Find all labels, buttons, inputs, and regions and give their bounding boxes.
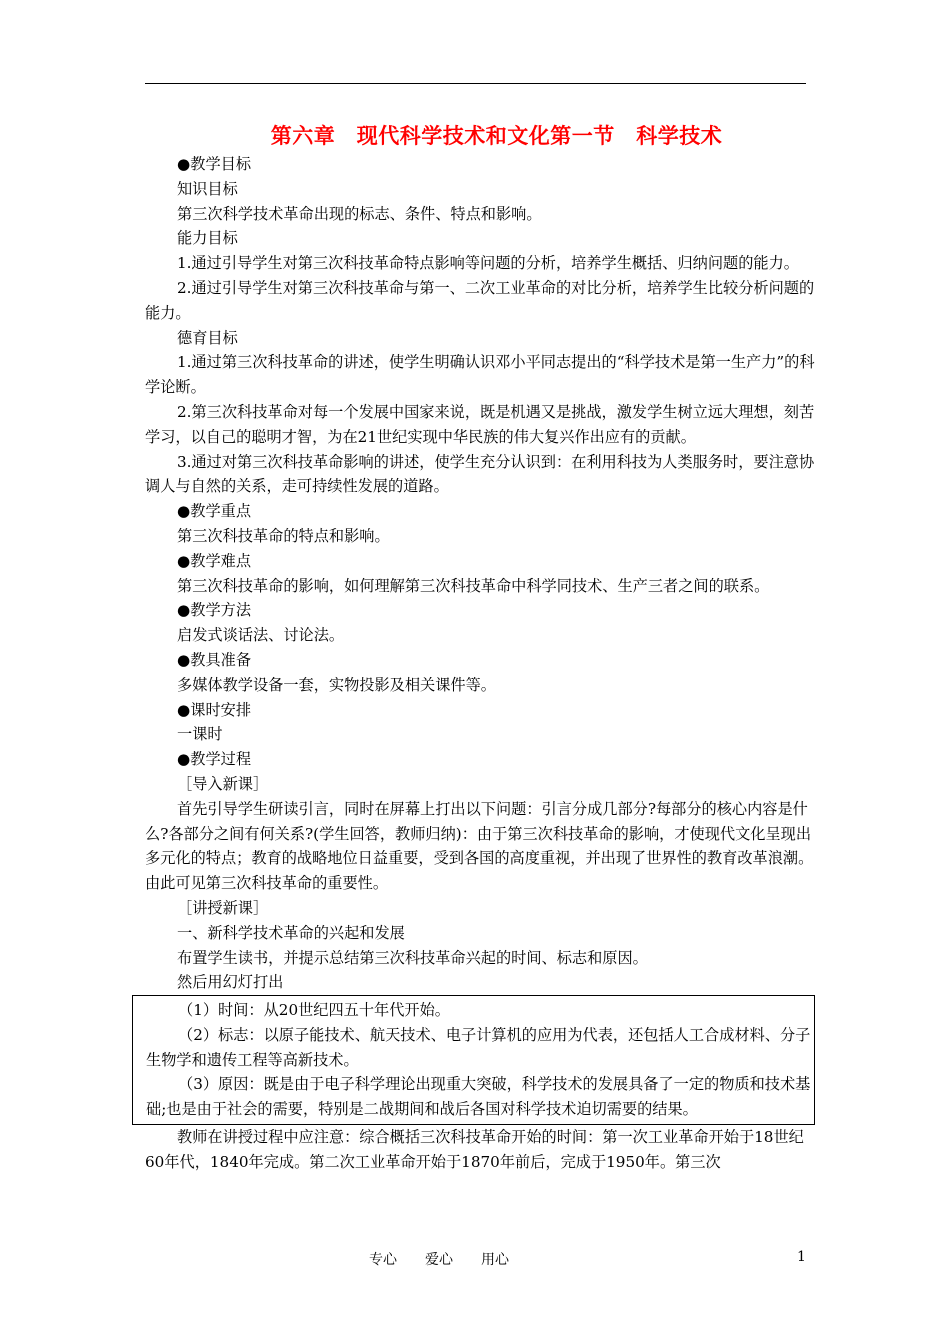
box-item: （1）时间：从20世纪四五十年代开始。 — [178, 1001, 450, 1020]
paragraph: 然后用幻灯打出 — [177, 973, 284, 992]
paragraph: 3.通过对第三次科技革命影响的讲述，使学生充分认识到：在利用科技为人类服务时，要注意协调人与自然的关系，走可持续性发展的道路。 — [145, 452, 815, 496]
paragraph-list-after-box — [145, 1125, 815, 1175]
paragraph-list — [145, 152, 815, 995]
paragraph: 1.通过引导学生对第三次科技革命特点影响等问题的分析，培养学生概括、归纳问题的能力。 — [177, 254, 799, 273]
paragraph: ●教学重点 — [177, 502, 252, 521]
paragraph: 首先引导学生研读引言，同时在屏幕上打出以下问题：引言分成几部分?每部分的核心内容是什么?各部分之间有何关系?(学生回答，教师归纳)：由于第三次科技革命的影响，才使现代文化呈现出多元化的特点；教育的战略地位日益重要，受到各国的高度重视，并出现了世界性的教育改革浪潮。由此可见第三次科技革命的重要性。 — [145, 799, 814, 893]
paragraph: ●教具准备 — [177, 650, 252, 669]
paragraph: ●教学方法 — [177, 601, 252, 620]
paragraph: ［导入新课］ — [177, 774, 269, 793]
paragraph: 2.通过引导学生对第三次科技革命与第一、二次工业革命的对比分析，培养学生比较分析问题的能力。 — [145, 278, 815, 322]
header-rule — [145, 83, 806, 84]
paragraph: ●教学过程 — [177, 750, 252, 769]
paragraph: 第三次科技革命的特点和影响。 — [177, 526, 390, 545]
box-item: （2）标志：以原子能技术、航天技术、电子计算机的应用为代表，还包括人工合成材料、分子生物学和遗传工程等高新技术。 — [146, 1025, 811, 1069]
footer-motto: 专心 爱心 用心 — [369, 1252, 509, 1268]
paragraph: ［讲授新课］ — [177, 898, 269, 917]
paragraph: 启发式谈话法、讨论法。 — [177, 626, 345, 645]
paragraph: 一、新科学技术革命的兴起和发展 — [177, 923, 405, 942]
paragraph: 1.通过第三次科技革命的讲述，使学生明确认识邓小平同志提出的“科学技术是第一生产力”的科学论断。 — [145, 353, 815, 397]
slide-box — [132, 995, 815, 1125]
paragraph: 知识目标 — [177, 179, 238, 198]
paragraph: 多媒体教学设备一套，实物投影及相关课件等。 — [177, 675, 496, 694]
box-item: （3）原因：既是由于电子科学理论出现重大突破，科学技术的发展具备了一定的物质和技术基础;也是由于社会的需要，特别是二战期间和战后各国对科学技术迫切需要的结果。 — [146, 1075, 811, 1119]
paragraph: 2.第三次科技革命对每一个发展中国家来说，既是机遇又是挑战，激发学生树立远大理想，刻苦学习，以自己的聪明才智，为在21世纪实现中华民族的伟大复兴作出应有的贡献。 — [145, 402, 815, 446]
paragraph: ●教学目标 — [177, 155, 252, 173]
paragraph: ●课时安排 — [177, 700, 252, 719]
document-title: 第六章 现代科学技术和文化第一节 科学技术 — [270, 123, 723, 148]
paragraph: 第三次科学技术革命出现的标志、条件、特点和影响。 — [177, 204, 542, 223]
paragraph: ●教学难点 — [177, 551, 252, 570]
page-number: 1 — [797, 1249, 806, 1265]
paragraph: 第三次科技革命的影响，如何理解第三次科技革命中科学同技术、生产三者之间的联系。 — [177, 576, 770, 595]
paragraph: 一课时 — [177, 725, 223, 744]
paragraph: 德育目标 — [177, 328, 238, 347]
paragraph: 布置学生读书，并提示总结第三次科技革命兴起的时间、标志和原因。 — [177, 948, 648, 967]
paragraph: 教师在讲授过程中应注意：综合概括三次科技革命开始的时间：第一次工业革命开始于18世纪60年代，1840年完成。第二次工业革命开始于1870年前后，完成于1950年。第三次 — [145, 1128, 804, 1171]
document-body — [145, 152, 815, 1175]
paragraph: 能力目标 — [177, 229, 238, 248]
